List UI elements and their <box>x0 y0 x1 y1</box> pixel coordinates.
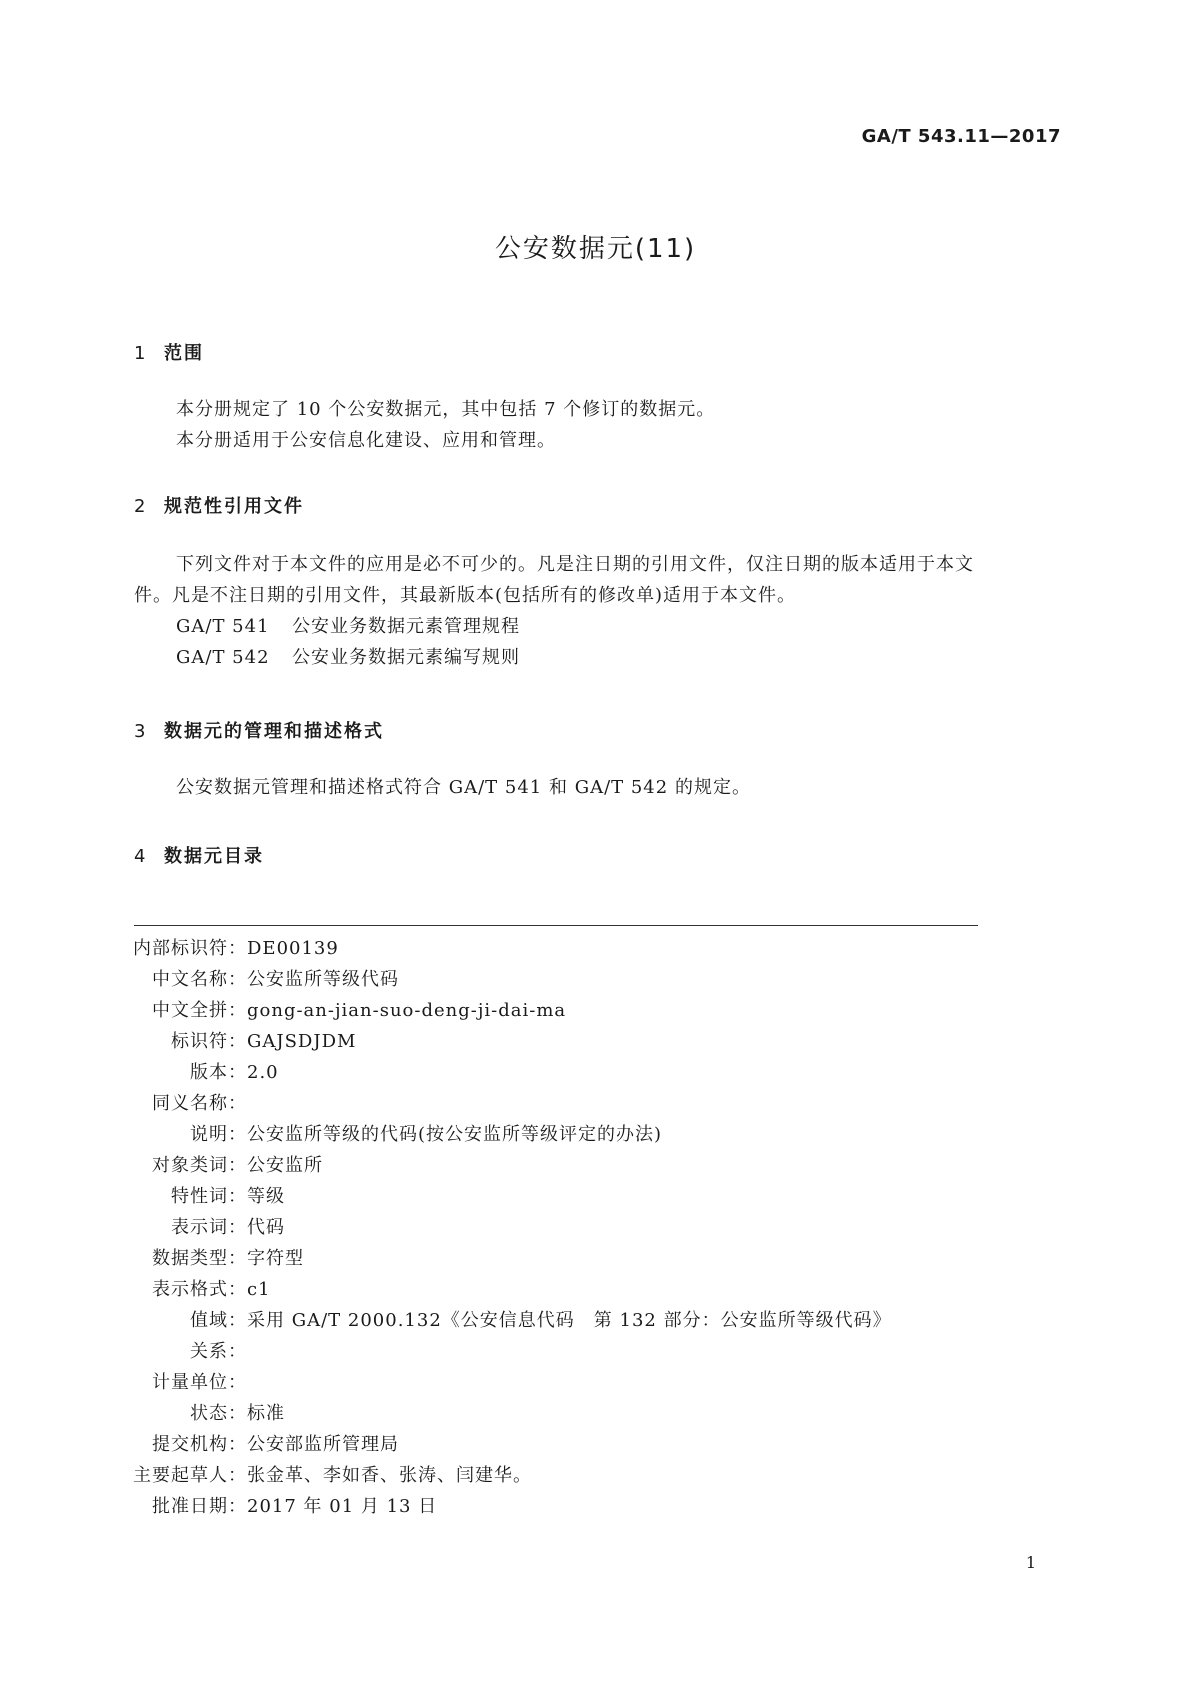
section-heading-2 <box>134 492 304 518</box>
meta-key: 内部标识符： <box>133 938 247 959</box>
reference-item <box>176 646 520 670</box>
meta-key: 说明： <box>190 1124 247 1145</box>
meta-key: 版本： <box>190 1062 247 1083</box>
paragraph: 下列文件对于本文件的应用是必不可少的。凡是注日期的引用文件，仅注日期的版本适用于本文 <box>176 554 974 575</box>
reference-title: 公安业务数据元素管理规程 <box>292 616 520 637</box>
reference-item <box>176 615 520 639</box>
reference-title: 公安业务数据元素编写规则 <box>292 647 520 668</box>
meta-key: 中文全拼： <box>152 1000 247 1021</box>
reference-code: GA/T 541 <box>176 616 270 637</box>
meta-key: 表示词： <box>171 1217 247 1238</box>
section-heading-4 <box>134 842 264 868</box>
section-title: 范围 <box>164 343 204 364</box>
meta-row-format <box>0 1278 271 1302</box>
meta-row-pinyin <box>0 999 566 1023</box>
meta-key: 表示格式： <box>152 1279 247 1300</box>
section-title: 数据元的管理和描述格式 <box>164 721 384 742</box>
meta-value: 公安监所 <box>247 1155 323 1176</box>
meta-value: 公安部监所管理局 <box>247 1434 399 1455</box>
section-number: 3 <box>134 721 148 742</box>
meta-row-submitting-org <box>0 1433 399 1457</box>
meta-key: 值域： <box>190 1310 247 1331</box>
section-number: 4 <box>134 846 148 867</box>
meta-key: 数据类型： <box>152 1248 247 1269</box>
meta-value: GAJSDJDM <box>247 1031 357 1052</box>
meta-value: 标准 <box>247 1403 285 1424</box>
meta-row-unit <box>0 1371 247 1395</box>
section-number: 1 <box>134 343 148 364</box>
meta-row-data-type <box>0 1247 304 1271</box>
meta-key: 特性词： <box>171 1186 247 1207</box>
meta-value: 2.0 <box>247 1062 279 1083</box>
meta-row-property <box>0 1185 285 1209</box>
meta-value: 公安监所等级的代码(按公安监所等级评定的办法) <box>247 1124 663 1145</box>
meta-key: 关系： <box>190 1341 247 1362</box>
meta-key: 提交机构： <box>152 1434 247 1455</box>
meta-row-status <box>0 1402 285 1426</box>
meta-value: 等级 <box>247 1186 285 1207</box>
meta-value: 代码 <box>247 1217 285 1238</box>
paragraph: 公安数据元管理和描述格式符合 GA/T 541 和 GA/T 542 的规定。 <box>176 777 751 798</box>
meta-key: 状态： <box>190 1403 247 1424</box>
meta-row-chinese-name <box>0 968 399 992</box>
paragraph: 本分册适用于公安信息化建设、应用和管理。 <box>176 430 556 451</box>
document-title: 公安数据元(11) <box>494 234 697 264</box>
meta-value: gong-an-jian-suo-deng-ji-dai-ma <box>247 1000 567 1021</box>
meta-key: 计量单位： <box>152 1372 247 1393</box>
meta-key: 批准日期： <box>152 1496 247 1517</box>
meta-key: 同义名称： <box>152 1093 247 1114</box>
meta-row-drafters <box>0 1464 532 1488</box>
meta-key: 对象类词： <box>152 1155 247 1176</box>
meta-value: 公安监所等级代码 <box>247 969 399 990</box>
meta-value: 采用 GA/T 2000.132《公安信息代码 第 132 部分：公安监所等级代码》 <box>247 1310 892 1331</box>
reference-code: GA/T 542 <box>176 647 270 668</box>
paragraph: 本分册规定了 10 个公安数据元，其中包括 7 个修订的数据元。 <box>176 399 716 420</box>
meta-value: 字符型 <box>247 1248 304 1269</box>
meta-row-synonym <box>0 1092 247 1116</box>
section-title: 数据元目录 <box>164 846 264 867</box>
meta-row-description <box>0 1123 662 1147</box>
page-number: 1 <box>1025 1553 1036 1572</box>
meta-key: 标识符： <box>171 1031 247 1052</box>
standard-number: GA/T 543.11—2017 <box>861 126 1061 147</box>
meta-key: 主要起草人： <box>133 1465 247 1486</box>
divider-line <box>134 925 978 926</box>
section-heading-3 <box>134 717 384 743</box>
section-heading-1 <box>134 339 204 365</box>
meta-key: 中文名称： <box>152 969 247 990</box>
paragraph: 件。凡是不注日期的引用文件，其最新版本(包括所有的修改单)适用于本文件。 <box>134 585 797 606</box>
meta-row-approval-date <box>0 1495 437 1519</box>
section-number: 2 <box>134 496 148 517</box>
meta-row-representation <box>0 1216 285 1240</box>
meta-row-relation <box>0 1340 247 1364</box>
meta-row-identifier <box>0 1030 356 1054</box>
meta-row-internal-id <box>0 937 339 961</box>
meta-value: c1 <box>247 1279 271 1300</box>
section-title: 规范性引用文件 <box>164 496 304 517</box>
meta-row-version <box>0 1061 279 1085</box>
meta-value: 2017 年 01 月 13 日 <box>247 1496 438 1517</box>
meta-value: DE00139 <box>247 938 339 959</box>
meta-row-value-domain <box>0 1309 892 1333</box>
meta-row-object-class <box>0 1154 323 1178</box>
meta-value: 张金革、李如香、张涛、闫建华。 <box>247 1465 532 1486</box>
